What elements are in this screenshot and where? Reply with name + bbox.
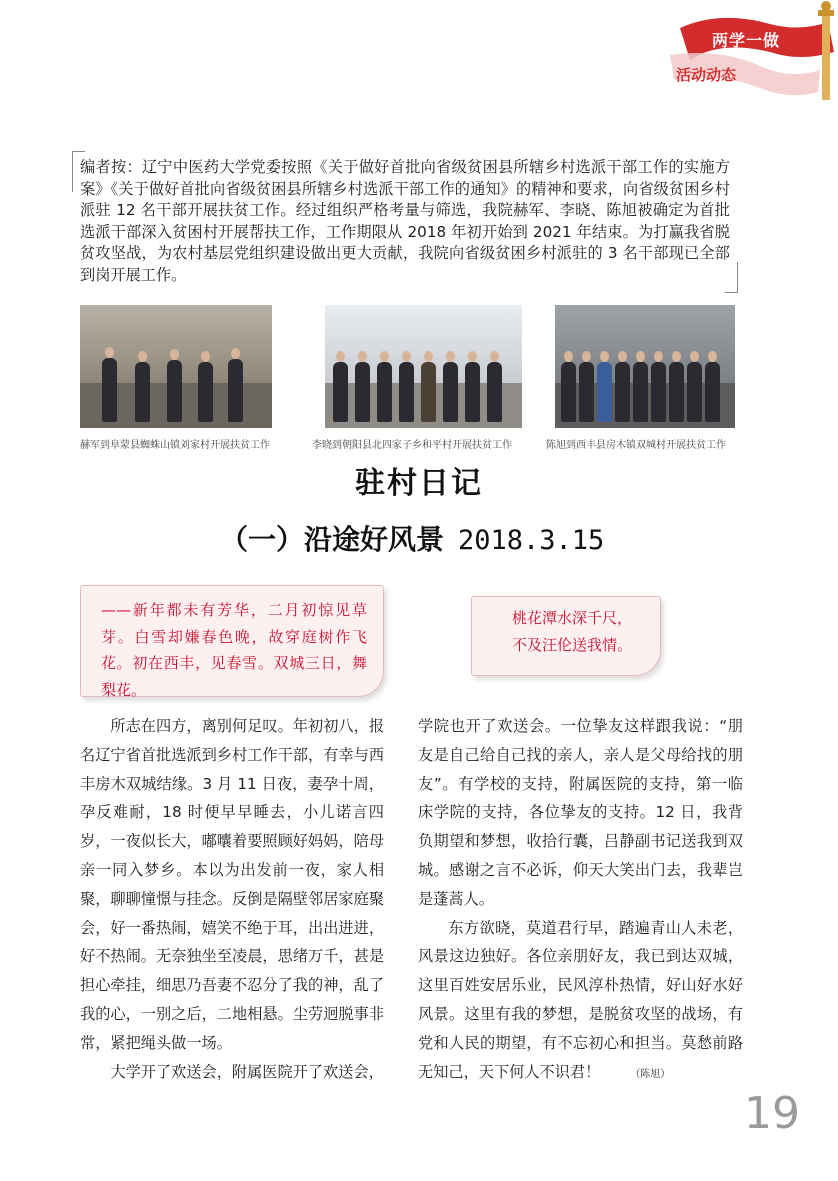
photo-3 — [555, 305, 735, 428]
section-title: 驻村日记 — [355, 466, 483, 501]
body-column-right — [418, 712, 743, 1089]
header-title: 两学一做 — [712, 31, 781, 50]
bracket-top-left — [72, 151, 85, 192]
header-ribbon — [650, 0, 838, 105]
poem-box-left — [80, 585, 384, 697]
body-column-left — [80, 712, 384, 1086]
entry-title: （一）沿途好风景 — [220, 523, 445, 556]
poem-right-line-2: 不及汪伦送我情。 — [512, 636, 633, 654]
body-paragraph: 所志在四方，离别何足叹。年初初八，报名辽宁省首批选派到乡村工作干部，有幸与西丰房木双城结缘。3 月 11 日夜，妻孕十周，孕反难耐，18 时便早早睡去，小儿诺言四岁，一夜似长大，嘟囔着要照顾好妈妈，陪母亲一同入梦乡。本以为出发前一夜，家人相聚，聊聊憧憬与挂念。反倒是隔壁邻居家庭聚会，好一番热闹，嬉笑不绝于耳，出出进进，好不热闹。无奈独坐至凌晨，思绪万千，甚是担心牵挂，细思乃吾妻不忍分了我的神，乱了我的心，一别之后，二地相悬。尘劳迥脱事非常，紧把绳头做一场。 — [80, 717, 384, 1052]
page-number: 19 — [744, 1088, 800, 1139]
photo-1 — [80, 305, 272, 428]
body-paragraph: 学院也开了欢送会。一位挚友这样跟我说：“朋友是自己给自己找的亲人，亲人是父母给找的朋友”。有学校的支持，附属医院的支持，第一临床学院的支持，各位挚友的支持。12 日，我背负期望和梦想，收拾行囊，吕静副书记送我到双城。感谢之言不必诉，仰天大笑出门去，我辈岂是蓬蒿人。 — [418, 717, 743, 908]
poem-box-right — [471, 596, 661, 676]
editor-note-text: 编者按：辽宁中医药大学党委按照《关于做好首批向省级贫困县所辖乡村选派干部工作的实施方案》《关于做好首批向省级贫困县所辖乡村选派干部工作的通知》的精神和要求，向省级贫困乡村派驻 12 名干部开展扶贫工作。经过组织严格考量与筛选，我院赫军、李晓、陈旭被确定为首批选派干部深入贫困村开展帮扶工作，工作期限从 2018 年初开始到 2021 年结束。为打赢我省脱贫攻坚战，为农村基层党组织建设做出更大贡献，我院向省级贫困乡村派驻的 3 名干部现已全部到岗开展工作。 — [80, 158, 730, 284]
photo-2-caption: 李晓到朝阳县北四家子乡和平村开展扶贫工作 — [312, 440, 512, 451]
header-subtitle: 活动动态 — [676, 66, 737, 84]
photo-1-caption: 赫军到阜蒙县蜘蛛山镇刘家村开展扶贫工作 — [80, 440, 270, 451]
entry-heading — [220, 518, 604, 558]
photo-2 — [325, 305, 522, 428]
poem-right-line-1: 桃花潭水深千尺， — [512, 609, 633, 627]
body-paragraph — [418, 914, 743, 1090]
body-paragraph-text: 东方欲晓，莫道君行早，踏遍青山人未老，风景这边独好。各位亲朋好友，我已到达双城，这里百姓安居乐业，民风淳朴热情，好山好水好风景。这里有我的梦想，是脱贫攻坚的战场，有党和人民的期望，有不忘初心和担当。莫愁前路无知己，天下何人不识君！ — [418, 918, 743, 1081]
editor-note — [80, 157, 730, 285]
body-paragraph: 大学开了欢送会，附属医院开了欢送会， — [110, 1062, 384, 1081]
photo-3-caption: 陈旭到西丰县房木镇双城村开展扶贫工作 — [546, 440, 726, 451]
entry-date: 2018.3.15 — [458, 525, 605, 556]
author-signature: （陈旭） — [630, 1068, 671, 1080]
bracket-bottom-right — [725, 262, 738, 293]
poem-left-text: ——新年都未有芳华，二月初惊见草芽。白雪却嫌春色晚，故穿庭树作飞花。初在西丰，见春雪。双城三日，舞梨花。 — [101, 601, 367, 699]
